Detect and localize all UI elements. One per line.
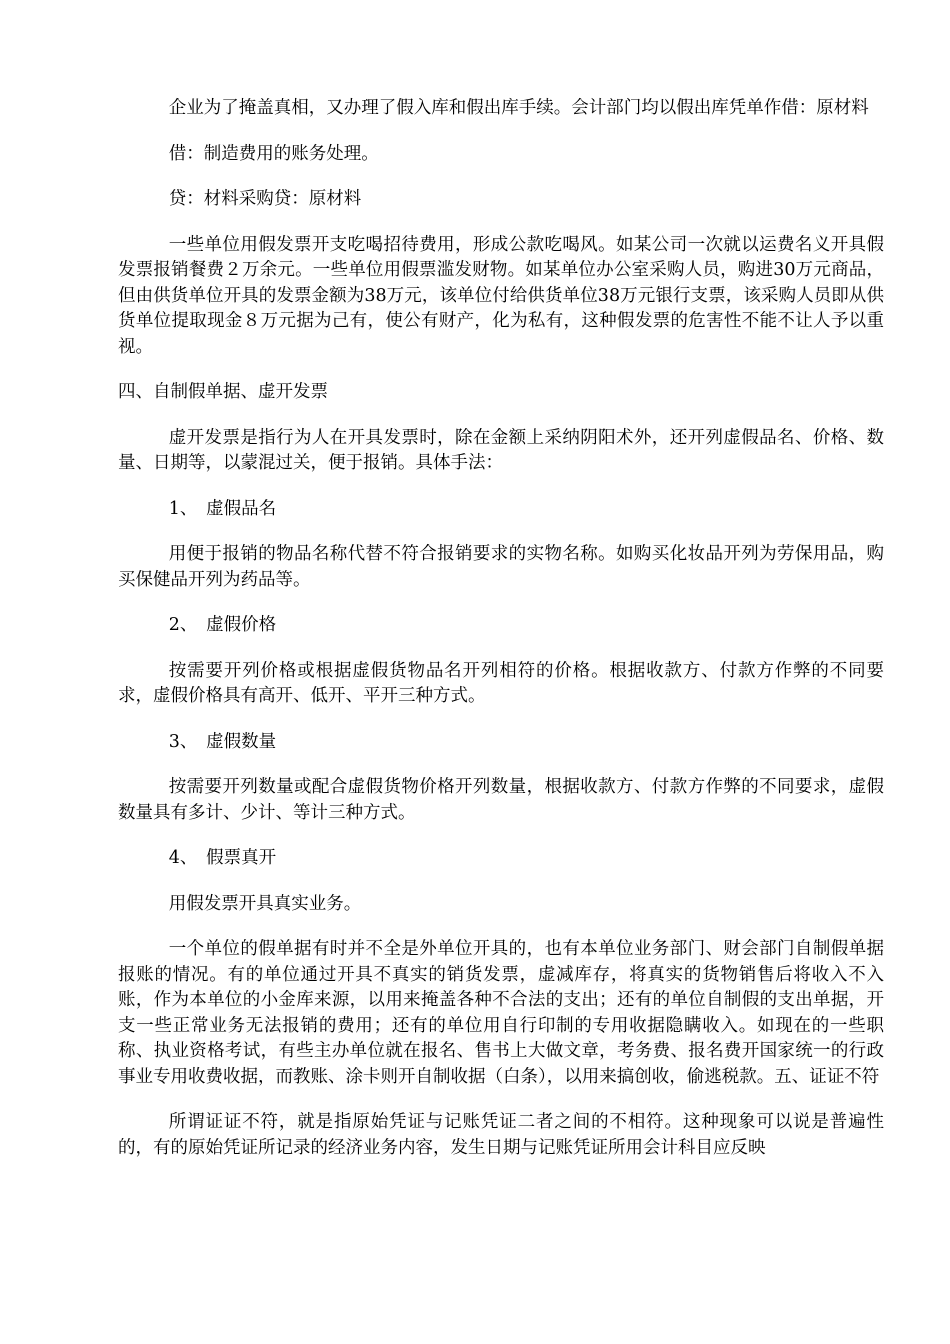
paragraph-fake-warehouse: 企业为了掩盖真相，又办理了假入库和假出库手续。会计部门均以假出库凭单作借：原材料 (168, 98, 869, 118)
paragraph-fake-real-invoice-detail: 用假发票开具真实业务。 (168, 893, 362, 914)
document-page (118, 96, 884, 1181)
paragraph-false-price-detail: 按需要开列价格或根据虚假货物品名开列相符的价格。根据收款方、付款方作弊的不同要求，虚假价格具有高开、低开、平开三种方式。 (118, 660, 884, 706)
paragraph-voucher-mismatch: 所谓证证不符，就是指原始凭证与记账凭证二者之间的不相符。这种现象可以说是普遍性的，有的原始凭证所记录的经济业务内容，发生日期与记账凭证所用会计科目应反映 (118, 1112, 884, 1158)
list-item-false-quantity: 3、 虚假数量 (168, 731, 277, 752)
list-item-false-name: 1、 虚假品名 (168, 498, 277, 519)
list-item-false-price: 2、 虚假价格 (168, 615, 277, 635)
paragraph-false-invoicing-definition: 虚开发票是指行为人在开具发票时，除在金额上采纳阴阳术外，还开列虚假品名、价格、数量、日期等，以蒙混过关，便于报销。具体手法： (118, 427, 884, 473)
list-item-fake-real-invoice: 4、 假票真开 (168, 848, 277, 868)
paragraph-credit-entry: 贷：材料采购贷：原材料 (168, 189, 362, 209)
section-heading-four: 四、自制假单据、虚开发票 (118, 382, 328, 402)
paragraph-debit-entry: 借：制造费用的账务处理。 (168, 143, 379, 164)
paragraph-fake-invoice-examples: 一些单位用假发票开支吃喝招待费用，形成公款吃喝风。如某公司一次就以运费名义开具假发票报销餐费２万余元。一些单位用假票滥发财物。如某单位办公室采购人员，购进30万元商品，但由供货单位开具的发票金额为38万元，该单位付给供货单位38万元银行支票，该采购人员即从供货单位提取现金８万元据为己有，使公有财产，化为私有，这种假发票的危害性不能不让人予以重视。 (118, 234, 884, 357)
paragraph-false-name-detail: 用便于报销的物品名称代替不符合报销要求的实物名称。如购买化妆品开列为劳保用品，购买保健品开列为药品等。 (118, 544, 884, 590)
paragraph-false-quantity-detail: 按需要开列数量或配合虚假货物价格开列数量，根据收款方、付款方作弊的不同要求，虚假数量具有多计、少计、等计三种方式。 (118, 777, 884, 823)
paragraph-self-made-receipts: 一个单位的假单据有时并不全是外单位开具的，也有本单位业务部门、财会部门自制假单据报账的情况。有的单位通过开具不真实的销货发票，虚减库存，将真实的货物销售后将收入不入账，作为本单位的小金库来源，以用来掩盖各种不合法的支出；还有的单位自制假的支出单据，开支一些正常业务无法报销的费用；还有的单位用自行印制的专用收据隐瞒收入。如现在的一些职称、执业资格考试，有些主办单位就在报名、售书上大做文章，考务费、报名费开国家统一的行政事业专用收费收据，而教账、涂卡则开自制收据（白条），以用来搞创收，偷逃税款。五、证证不符 (118, 939, 884, 1087)
